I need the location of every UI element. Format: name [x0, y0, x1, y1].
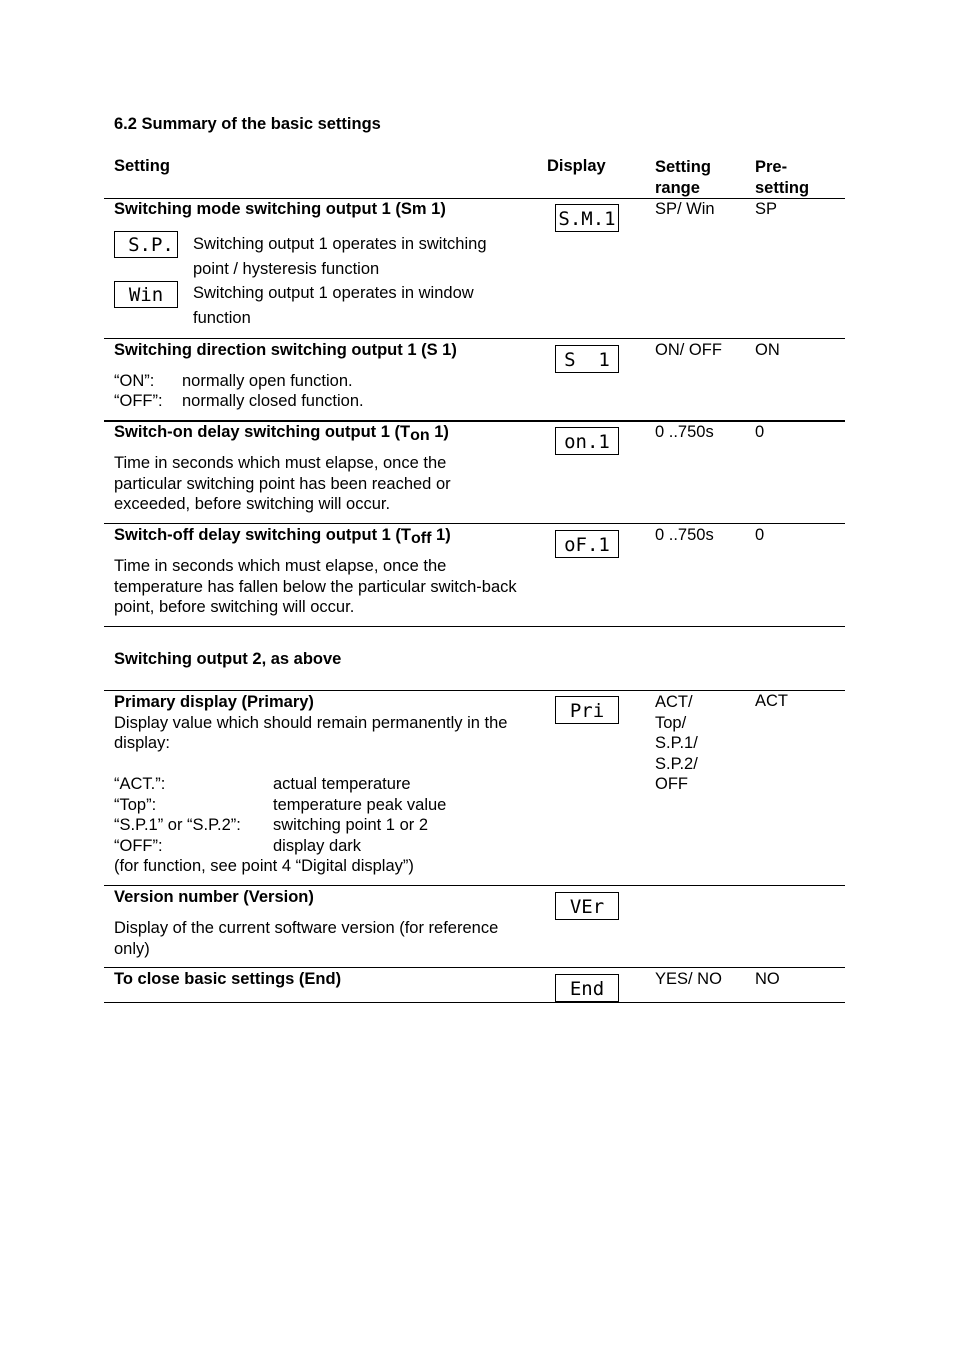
svg-text:on.1: on.1 — [564, 431, 610, 453]
row-sm1-range: SP/ Win — [655, 200, 715, 218]
row-primary-range: ACT/ Top/ S.P.1/ S.P.2/ OFF — [655, 693, 698, 793]
row-sm1-preset: SP — [755, 200, 778, 218]
row-divider — [104, 338, 845, 339]
header-divider — [104, 198, 845, 199]
row-version-title: Version number (Version) — [114, 888, 314, 906]
row-primary-values: actual temperature temperature peak value switching point 1 or 2 display dark — [273, 775, 447, 855]
lcd-display-primary — [555, 696, 619, 724]
svg-text:VEr: VEr — [569, 896, 605, 918]
header-display: Display — [547, 157, 606, 175]
row-primary-note: (for function, see point 4 “Digital display”) — [114, 857, 414, 875]
lcd-display-ton1 — [555, 427, 619, 455]
row-divider — [104, 967, 845, 968]
row-sm1-option1-text: Switching output 1 operates in switching point / hysteresis function — [193, 235, 487, 278]
svg-text:S.M.1: S.M.1 — [558, 208, 616, 230]
lcd-display-end — [555, 974, 619, 1002]
svg-text:oF.1: oF.1 — [564, 534, 610, 556]
row-version-description: Display of the current software version (for reference only) — [114, 919, 499, 958]
lcd-display-toff1 — [555, 530, 619, 558]
row-divider — [104, 885, 845, 886]
row-primary-header: Primary display (Primary) Display value which should remain permanently in the display: — [114, 693, 508, 752]
row-primary-preset: ACT — [755, 692, 788, 710]
header-setting-range: Setting range — [655, 158, 711, 197]
table-bottom-border — [104, 1002, 845, 1003]
row-s1-off-key: “OFF”: — [114, 392, 163, 410]
row-s1-on-key: “ON”: — [114, 372, 155, 390]
section-title: 6.2 Summary of the basic settings — [114, 115, 381, 133]
row-ton1-title: Switch-on delay switching output 1 ($T_{on}$ 1) — [114, 423, 449, 444]
row-divider — [104, 626, 845, 627]
lcd-display-win-option — [114, 281, 178, 308]
header-setting: Setting — [114, 157, 170, 175]
row-divider — [104, 420, 845, 422]
output2-heading: Switching output 2, as above — [114, 650, 342, 668]
row-s1-preset: ON — [755, 341, 780, 359]
row-toff1-preset: 0 — [755, 526, 765, 544]
lcd-display-sp-option — [114, 231, 178, 258]
lcd-display-sm1 — [555, 204, 619, 232]
row-end-range: YES/ NO — [655, 970, 722, 988]
row-s1-on-value: normally open function. — [182, 372, 353, 390]
row-s1-title: Switching direction switching output 1 (S 1) — [114, 341, 457, 359]
row-divider — [104, 523, 845, 524]
row-ton1-range: 0 ..750s — [655, 423, 714, 441]
row-sm1-title: Switching mode switching output 1 (Sm 1) — [114, 200, 446, 218]
header-presetting: Pre- setting — [755, 158, 810, 197]
row-toff1-description: Time in seconds which must elapse, once the temperature has fallen below the particular switch-back point, before switching will occur. — [114, 557, 517, 616]
row-ton1-preset: 0 — [755, 423, 765, 441]
row-toff1-title: Switch-off delay switching output 1 ($T_{off}$ 1) — [114, 526, 451, 547]
svg-text:S 1: S 1 — [564, 349, 610, 371]
row-toff1-range: 0 ..750s — [655, 526, 714, 544]
row-ton1-description: Time in seconds which must elapse, once the particular switching point has been reached or exceeded, before switching will occur. — [114, 454, 451, 513]
lcd-display-s1 — [555, 345, 619, 373]
lcd-display-version — [555, 892, 619, 920]
row-divider — [104, 690, 845, 691]
svg-text:End: End — [569, 978, 605, 1000]
row-primary-title: Primary display (Primary) — [114, 693, 314, 711]
svg-text:Pri: Pri — [569, 700, 605, 722]
svg-text:S.P.: S.P. — [128, 234, 174, 256]
row-end-title: To close basic settings (End) — [114, 970, 342, 988]
row-sm1-option2-text: Switching output 1 operates in window function — [193, 284, 474, 327]
row-primary-keys: “ACT.”: “Top”: “S.P.1” or “S.P.2”: “OFF”: — [114, 775, 241, 855]
row-end-preset: NO — [755, 970, 780, 988]
row-s1-range: ON/ OFF — [655, 341, 722, 359]
svg-text:Win: Win — [128, 284, 164, 306]
row-s1-off-value: normally closed function. — [182, 392, 364, 410]
